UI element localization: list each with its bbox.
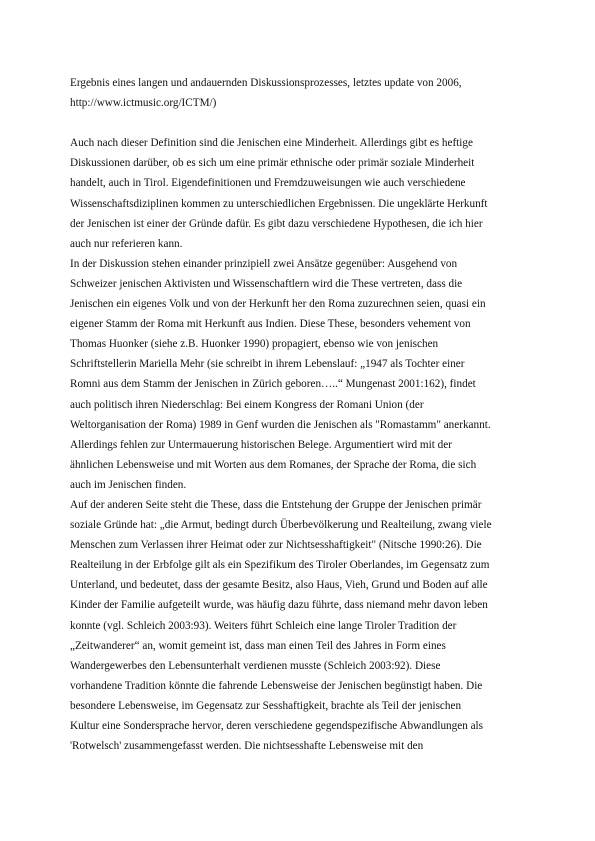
text-line: vorhandene Tradition könnte die fahrende Lebensweise der Jenischen begünstigt haben. Die [70, 679, 483, 692]
text-line: Unterland, und bedeutet, dass der gesamte Besitz, also Haus, Vieh, Grund und Boden auf alle [70, 579, 488, 592]
text-line: ähnlichen Lebensweise und mit Worten aus dem Romanes, der Sprache der Roma, die sich [70, 458, 477, 471]
text-line: Auch nach dieser Definition sind die Jenischen eine Minderheit. Allerdings gibt es heftige [70, 137, 473, 150]
text-line: http://www.ictmusic.org/ICTM/) [70, 97, 217, 110]
citation-paragraph [70, 73, 540, 113]
text-line: 'Rotwelsch' zusammengefasst werden. Die nichtsesshafte Lebensweise mit den [70, 740, 424, 753]
text-line: Weltorganisation der Roma) 1989 in Genf wurden die Jenischen als "Romastamm" anerkannt. [70, 418, 491, 431]
text-line: Wissenschaftsdiziplinen kommen zu unterschiedlichen Ergebnissen. Die ungeklärte Herkunft [70, 197, 488, 210]
text-line: Kinder der Familie aufgeteilt wurde, was häufig dazu führte, dass niemand mehr davon leben [70, 599, 488, 612]
text-line: eigener Stamm der Roma mit Herkunft aus Indien. Diese These, besonders vehement von [70, 318, 471, 331]
text-line: Realteilung in der Erbfolge gilt als ein Spezifikum des Tiroler Oberlandes, im Gegensatz zum [70, 559, 490, 572]
text-line: Diskussionen darüber, ob es sich um eine primär ethnische oder primär soziale Minderheit [70, 157, 475, 170]
text-line: Allerdings fehlen zur Untermauerung historischen Belege. Argumentiert wird mit der [70, 438, 452, 451]
body-text [70, 73, 540, 756]
text-line: soziale Gründe hat: „die Armut, bedingt durch Überbevölkerung und Realteilung, zwang viele [70, 519, 492, 532]
text-line: Auf der anderen Seite steht die These, dass die Entstehung der Gruppe der Jenischen primär [70, 498, 482, 511]
text-line: auch politisch ihren Niederschlag: Bei einem Kongress der Romani Union (der [70, 398, 424, 411]
text-line: auch im Jenischen finden. [70, 478, 187, 491]
text-line: der Jenischen ist einer der Gründe dafür. Es gibt dazu verschiedene Hypothesen, die ich hier [70, 217, 483, 230]
text-line: konnte (vgl. Schleich 2003:93). Weiters führt Schleich eine lange Tiroler Tradition der [70, 619, 457, 632]
main-paragraphs [70, 133, 540, 756]
text-line: Kultur eine Sondersprache hervor, deren verschiedene gegendspezifische Abwandlungen als [70, 720, 484, 732]
text-line: Menschen zum Verlassen ihrer Heimat oder zur Nichtsesshaftigkeit" (Nitsche 1990:26). Die [70, 539, 482, 552]
text-line: besondere Lebensweise, im Gegensatz zur Sesshaftigkeit, brachte als Teil der jenischen [70, 699, 462, 712]
text-line: auch nur referieren kann. [70, 237, 183, 250]
text-line: Schweizer jenischen Aktivisten und Wissenschaftlern wird die These vertreten, dass die [70, 277, 463, 290]
text-line: Schriftstellerin Mariella Mehr (sie schreibt in ihrem Lebenslauf: „1947 als Tochter einer [70, 358, 465, 371]
text-line: Jenischen ein eigenes Volk und von der Herkunft her den Roma zuzurechnen seien, quasi ein [70, 298, 486, 311]
text-line: Ergebnis eines langen und andauernden Diskussionsprozesses, letztes update von 2006, [70, 77, 462, 89]
text-line: „Zeitwanderer“ an, womit gemeint ist, dass man einen Teil des Jahres in Form eines [70, 639, 446, 652]
paragraph-spacer [70, 113, 540, 133]
text-line: Wandergewerbes den Lebensunterhalt verdienen musste (Schleich 2003:92). Diese [70, 659, 441, 672]
text-line: Romni aus dem Stamm der Jenischen in Zürich geboren…..“ Mungenast 2001:162), findet [70, 378, 476, 391]
text-line: Thomas Huonker (siehe z.B. Huonker 1990) propagiert, ebenso wie von jenischen [70, 338, 439, 351]
text-line: In der Diskussion stehen einander prinzipiell zwei Ansätze gegenüber: Ausgehend von [70, 257, 458, 270]
text-line: handelt, auch in Tirol. Eigendefinitionen und Fremdzuweisungen wie auch verschiedene [70, 177, 466, 190]
